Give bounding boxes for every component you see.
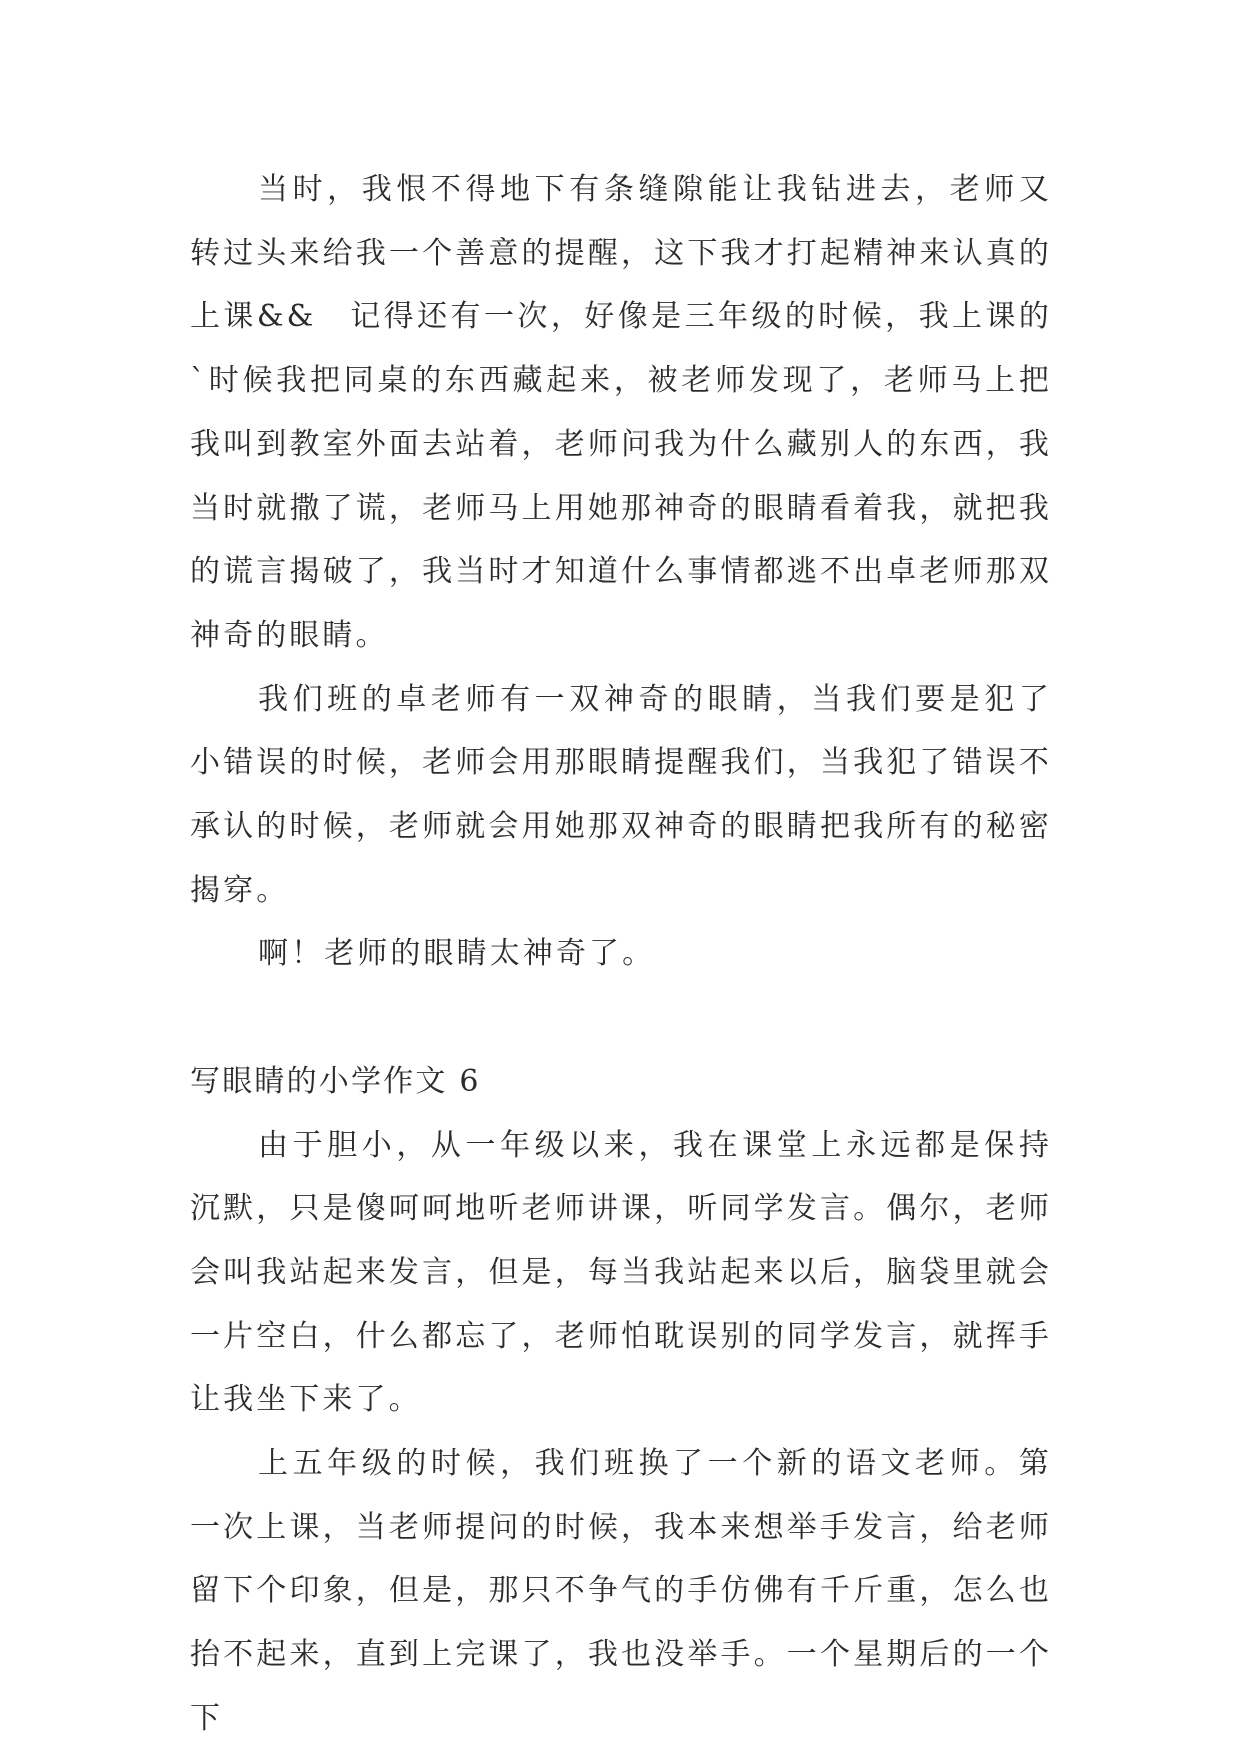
section-title: 写眼睛的小学作文 6: [190, 1063, 481, 1099]
paragraph-exclamation: 啊！老师的眼睛太神奇了。: [258, 936, 656, 972]
paragraph-fifth-grade: 上五年级的时候，我们班换了一个新的语文老师。第一次上课，当老师提问的时候，我本来想举手发言，给老师留下个印象，但是，那只不争气的手仿佛有千斤重，怎么也抬不起来，直到上完课了，我也没举手。一个星期后的一个下: [190, 1446, 1052, 1736]
section-spacer: [190, 986, 1052, 1050]
paragraph-teacher-eyes: 我们班的卓老师有一双神奇的眼睛，当我们要是犯了小错误的时候，老师会用那眼睛提醒我们，当我犯了错误不承认的时候，老师就会用她那双神奇的眼睛把我所有的秘密揭穿。: [190, 681, 1052, 908]
document-body: [190, 158, 1052, 1751]
paragraph-shy-student: 由于胆小，从一年级以来，我在课堂上永远都是保持沉默，只是傻呵呵地听老师讲课，听同学发言。偶尔，老师会叫我站起来发言，但是，每当我站起来以后，脑袋里就会一片空白，什么都忘了，老师怕耽误别的同学发言，就挥手让我坐下来了。: [190, 1127, 1052, 1418]
paragraph-recall-lesson: 当时，我恨不得地下有条缝隙能让我钻进去，老师又转过头来给我一个善意的提醒，这下我才打起精神来认真的上课&& 记得还有一次，好像是三年级的时候，我上课的`时候我把同桌的东西藏起来，被老师发现了，老师马上把我叫到教室外面去站着，老师问我为什么藏别人的东西，我当时就撒了谎，老师马上用她那神奇的眼睛看着我，就把我的谎言揭破了，我当时才知道什么事情都逃不出卓老师那双神奇的眼睛。: [190, 172, 1052, 653]
